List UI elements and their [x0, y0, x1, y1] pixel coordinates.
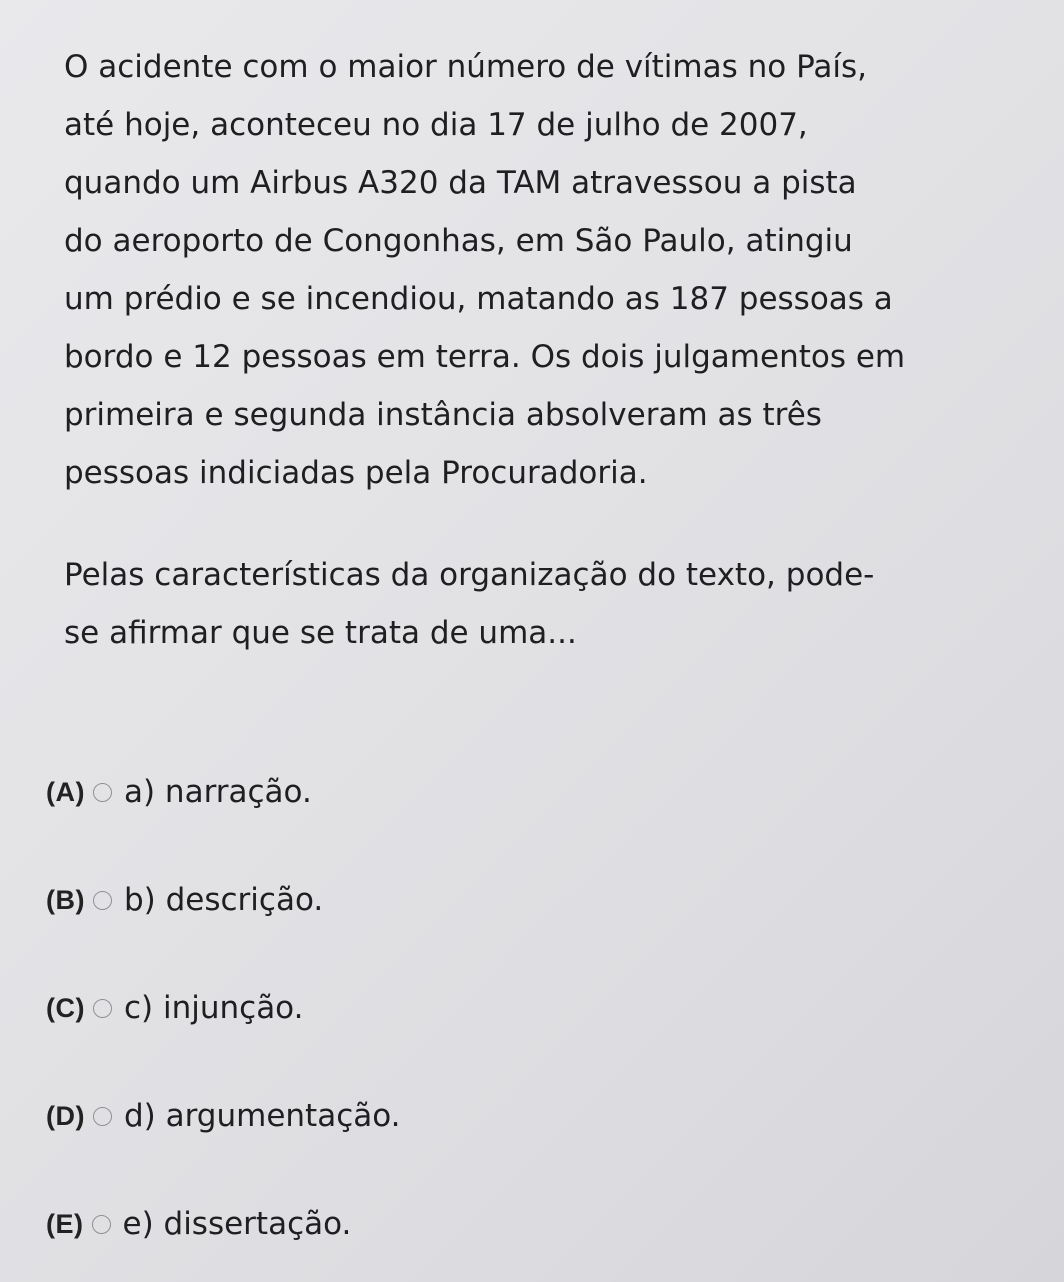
radio-icon[interactable]: [93, 999, 112, 1018]
option-text: d) argumentação.: [123, 1098, 401, 1134]
option-e[interactable]: [46, 1170, 946, 1278]
radio-icon[interactable]: [93, 891, 112, 910]
radio-icon[interactable]: [93, 783, 112, 802]
passage-line: quando um Airbus A320 da TAM atravessou a pista: [64, 165, 857, 201]
passage-line: bordo e 12 pessoas em terra. Os dois julgamentos em: [64, 339, 906, 375]
passage-line: um prédio e se incendiou, matando as 187 pessoas a: [64, 281, 893, 317]
option-letter: (E): [46, 1208, 84, 1239]
option-text: e) dissertação.: [122, 1206, 352, 1242]
option-text: a) narração.: [123, 774, 312, 810]
option-letter: (C): [46, 992, 85, 1023]
option-letter: (A): [46, 776, 85, 807]
question-line: Pelas características da organização do texto, pode-: [64, 557, 875, 593]
passage-line: do aeroporto de Congonhas, em São Paulo, atingiu: [64, 223, 853, 259]
option-b[interactable]: [46, 846, 946, 954]
option-text: b) descrição.: [123, 882, 324, 918]
passage-line: O acidente com o maior número de vítimas no País,: [64, 49, 868, 85]
passage-line: pessoas indiciadas pela Procuradoria.: [64, 455, 648, 491]
radio-icon[interactable]: [93, 1107, 112, 1126]
passage-line: até hoje, aconteceu no dia 17 de julho de 2007,: [64, 107, 808, 143]
passage-text: [64, 38, 1044, 502]
question-prompt: [64, 546, 1054, 662]
radio-icon[interactable]: [92, 1215, 111, 1234]
option-c[interactable]: [46, 954, 946, 1062]
option-letter: (D): [46, 1100, 85, 1131]
answer-options: [46, 738, 946, 1278]
option-d[interactable]: [46, 1062, 946, 1170]
option-a[interactable]: [46, 738, 946, 846]
passage-line: primeira e segunda instância absolveram as três: [64, 397, 822, 433]
option-text: c) injunção.: [123, 990, 304, 1026]
option-letter: (B): [46, 884, 85, 915]
question-line: se afirmar que se trata de uma...: [64, 615, 577, 651]
